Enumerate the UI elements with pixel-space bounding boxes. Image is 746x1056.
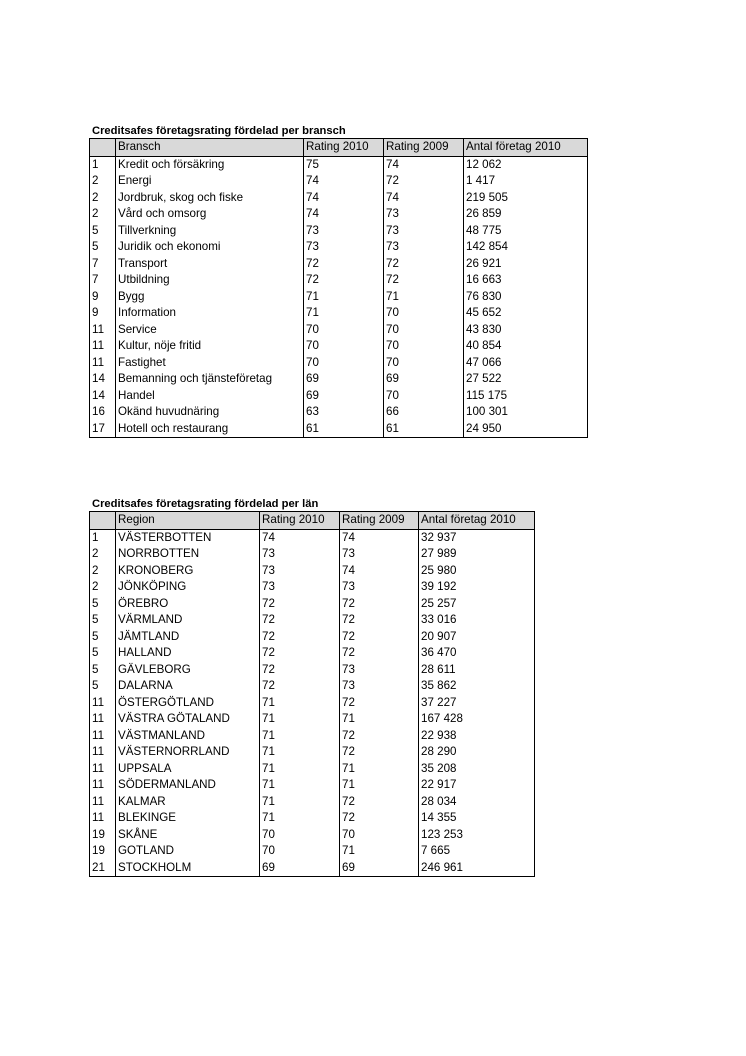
region-rating-table (89, 511, 535, 877)
company-count-cell: 100 301 (464, 404, 588, 421)
name-cell: ÖREBRO (116, 596, 260, 613)
name-cell: Okänd huvudnäring (116, 404, 304, 421)
table-row (90, 305, 588, 322)
rating-2009-cell: 73 (340, 662, 419, 679)
table-row (90, 272, 588, 289)
region-rating-section (89, 497, 535, 877)
rank-cell: 5 (90, 239, 116, 256)
rating-2009-cell: 72 (340, 728, 419, 745)
table-row (90, 190, 588, 207)
rating-2010-cell: 73 (260, 546, 340, 563)
rating-2010-cell: 69 (304, 388, 384, 405)
company-count-cell: 39 192 (419, 579, 535, 596)
rating-2009-cell: 70 (384, 305, 464, 322)
table-row (90, 388, 588, 405)
rating-2010-cell: 71 (304, 289, 384, 306)
company-count-cell: 35 862 (419, 678, 535, 695)
rating-2009-cell: 72 (340, 645, 419, 662)
name-cell: Utbildning (116, 272, 304, 289)
rating-2010-cell: 74 (304, 173, 384, 190)
table-row (90, 239, 588, 256)
rating-2009-header: Rating 2009 (340, 512, 419, 530)
name-cell: Juridik och ekonomi (116, 239, 304, 256)
table-row (90, 612, 535, 629)
name-cell: KRONOBERG (116, 563, 260, 580)
name-cell: Bemanning och tjänsteföretag (116, 371, 304, 388)
rating-2009-cell: 69 (384, 371, 464, 388)
name-cell: VÄSTRA GÖTALAND (116, 711, 260, 728)
name-cell: VÄRMLAND (116, 612, 260, 629)
rating-2009-cell: 72 (340, 794, 419, 811)
rating-2010-cell: 73 (260, 563, 340, 580)
table-row (90, 256, 588, 273)
company-count-cell: 16 663 (464, 272, 588, 289)
rating-2010-cell: 74 (304, 206, 384, 223)
region-table-caption: Creditsafes företagsrating fördelad per län (92, 498, 319, 510)
rank-cell: 1 (90, 156, 116, 173)
name-cell: Vård och omsorg (116, 206, 304, 223)
rating-2009-cell: 71 (384, 289, 464, 306)
rating-2010-cell: 73 (260, 579, 340, 596)
table-row (90, 695, 535, 712)
rank-cell: 11 (90, 728, 116, 745)
rank-header (90, 512, 116, 530)
table-row (90, 860, 535, 877)
rank-cell: 5 (90, 612, 116, 629)
name-cell: Kultur, nöje fritid (116, 338, 304, 355)
rank-cell: 2 (90, 190, 116, 207)
rating-2009-cell: 72 (384, 272, 464, 289)
rating-2010-cell: 74 (304, 190, 384, 207)
company-count-cell: 28 290 (419, 744, 535, 761)
rating-2009-cell: 72 (384, 173, 464, 190)
table-row (90, 761, 535, 778)
rank-cell: 11 (90, 695, 116, 712)
rating-2009-cell: 71 (340, 761, 419, 778)
name-cell: Energi (116, 173, 304, 190)
rating-2009-cell: 74 (340, 529, 419, 546)
rating-2009-cell: 72 (340, 810, 419, 827)
rating-2010-cell: 72 (260, 662, 340, 679)
rating-2010-cell: 61 (304, 421, 384, 438)
rating-2009-cell: 72 (340, 629, 419, 646)
rank-cell: 1 (90, 529, 116, 546)
rank-cell: 11 (90, 794, 116, 811)
rank-cell: 5 (90, 223, 116, 240)
company-count-cell: 48 775 (464, 223, 588, 240)
rank-cell: 16 (90, 404, 116, 421)
company-count-cell: 43 830 (464, 322, 588, 339)
company-count-cell: 14 355 (419, 810, 535, 827)
rating-2009-cell: 70 (384, 388, 464, 405)
rating-2009-cell: 73 (340, 678, 419, 695)
company-count-cell: 40 854 (464, 338, 588, 355)
table-row (90, 678, 535, 695)
name-cell: NORRBOTTEN (116, 546, 260, 563)
name-cell: Jordbruk, skog och fiske (116, 190, 304, 207)
rank-cell: 5 (90, 678, 116, 695)
company-count-header: Antal företag 2010 (464, 139, 588, 157)
name-cell: VÄSTMANLAND (116, 728, 260, 745)
rank-cell: 11 (90, 711, 116, 728)
table-row (90, 371, 588, 388)
rating-2009-cell: 70 (384, 338, 464, 355)
name-cell: GÄVLEBORG (116, 662, 260, 679)
rating-2009-cell: 70 (340, 827, 419, 844)
rating-2009-cell: 71 (340, 777, 419, 794)
rank-cell: 2 (90, 173, 116, 190)
rank-cell: 5 (90, 596, 116, 613)
rating-2010-cell: 71 (260, 695, 340, 712)
company-count-cell: 27 522 (464, 371, 588, 388)
rating-2009-cell: 74 (340, 563, 419, 580)
name-cell: Transport (116, 256, 304, 273)
company-count-header: Antal företag 2010 (419, 512, 535, 530)
rating-2010-cell: 72 (260, 629, 340, 646)
rank-cell: 19 (90, 827, 116, 844)
rating-2010-cell: 71 (304, 305, 384, 322)
table-row (90, 843, 535, 860)
rating-2009-cell: 73 (384, 206, 464, 223)
company-count-cell: 219 505 (464, 190, 588, 207)
name-cell: UPPSALA (116, 761, 260, 778)
rating-2010-cell: 63 (304, 404, 384, 421)
table-row (90, 596, 535, 613)
rank-cell: 14 (90, 371, 116, 388)
table-row (90, 810, 535, 827)
company-count-cell: 115 175 (464, 388, 588, 405)
company-count-cell: 25 257 (419, 596, 535, 613)
industry-header: Bransch (116, 139, 304, 157)
rating-2009-cell: 72 (340, 612, 419, 629)
name-cell: Bygg (116, 289, 304, 306)
rank-cell: 7 (90, 272, 116, 289)
rating-2010-cell: 70 (304, 338, 384, 355)
rating-2010-cell: 70 (304, 355, 384, 372)
rating-2009-cell: 61 (384, 421, 464, 438)
rating-2010-cell: 71 (260, 794, 340, 811)
company-count-cell: 1 417 (464, 173, 588, 190)
name-cell: Hotell och restaurang (116, 421, 304, 438)
company-count-cell: 32 937 (419, 529, 535, 546)
table-row (90, 728, 535, 745)
name-cell: DALARNA (116, 678, 260, 695)
table-row (90, 777, 535, 794)
name-cell: Fastighet (116, 355, 304, 372)
rating-2009-cell: 71 (340, 843, 419, 860)
name-cell: Kredit och försäkring (116, 156, 304, 173)
table-row (90, 289, 588, 306)
table-row (90, 662, 535, 679)
rating-2010-cell: 69 (304, 371, 384, 388)
rating-2009-cell: 74 (384, 156, 464, 173)
company-count-cell: 142 854 (464, 239, 588, 256)
rating-2009-cell: 72 (340, 596, 419, 613)
rank-cell: 7 (90, 256, 116, 273)
rating-2010-cell: 70 (260, 827, 340, 844)
rating-2009-cell: 73 (340, 579, 419, 596)
table-row (90, 223, 588, 240)
name-cell: VÄSTERNORRLAND (116, 744, 260, 761)
table-row (90, 529, 535, 546)
rating-2010-cell: 73 (304, 239, 384, 256)
rank-cell: 14 (90, 388, 116, 405)
table-row (90, 355, 588, 372)
rank-cell: 21 (90, 860, 116, 877)
rank-cell: 11 (90, 744, 116, 761)
rating-2009-cell: 70 (384, 322, 464, 339)
company-count-cell: 246 961 (419, 860, 535, 877)
company-count-cell: 26 921 (464, 256, 588, 273)
table-row (90, 322, 588, 339)
rank-cell: 5 (90, 645, 116, 662)
name-cell: HALLAND (116, 645, 260, 662)
rating-2010-cell: 70 (260, 843, 340, 860)
rank-cell: 2 (90, 579, 116, 596)
table-row (90, 629, 535, 646)
name-cell: KALMAR (116, 794, 260, 811)
name-cell: SÖDERMANLAND (116, 777, 260, 794)
table-header-row (90, 512, 535, 530)
table-row (90, 546, 535, 563)
rating-2009-cell: 74 (384, 190, 464, 207)
rating-2010-cell: 72 (260, 596, 340, 613)
name-cell: GOTLAND (116, 843, 260, 860)
table-row (90, 206, 588, 223)
table-row (90, 156, 588, 173)
company-count-cell: 20 907 (419, 629, 535, 646)
rating-2010-header: Rating 2010 (260, 512, 340, 530)
company-count-cell: 7 665 (419, 843, 535, 860)
company-count-cell: 22 917 (419, 777, 535, 794)
rating-2010-cell: 71 (260, 744, 340, 761)
company-count-cell: 27 989 (419, 546, 535, 563)
company-count-cell: 12 062 (464, 156, 588, 173)
rank-cell: 2 (90, 546, 116, 563)
table-row (90, 711, 535, 728)
table-row (90, 173, 588, 190)
table-row (90, 827, 535, 844)
company-count-cell: 33 016 (419, 612, 535, 629)
rank-cell: 11 (90, 777, 116, 794)
rating-2009-cell: 73 (384, 223, 464, 240)
company-count-cell: 22 938 (419, 728, 535, 745)
rating-2009-cell: 72 (384, 256, 464, 273)
name-cell: STOCKHOLM (116, 860, 260, 877)
company-count-cell: 28 611 (419, 662, 535, 679)
name-cell: Information (116, 305, 304, 322)
rank-cell: 5 (90, 629, 116, 646)
rank-cell: 11 (90, 761, 116, 778)
name-cell: Handel (116, 388, 304, 405)
rank-cell: 9 (90, 305, 116, 322)
rating-2010-cell: 73 (304, 223, 384, 240)
rank-cell: 2 (90, 563, 116, 580)
company-count-cell: 123 253 (419, 827, 535, 844)
rank-cell: 9 (90, 289, 116, 306)
company-count-cell: 28 034 (419, 794, 535, 811)
rating-2009-cell: 70 (384, 355, 464, 372)
company-count-cell: 45 652 (464, 305, 588, 322)
table-row (90, 645, 535, 662)
rating-2010-cell: 72 (260, 612, 340, 629)
rating-2010-cell: 75 (304, 156, 384, 173)
rating-2009-cell: 66 (384, 404, 464, 421)
table-row (90, 421, 588, 438)
rating-2009-cell: 73 (384, 239, 464, 256)
rating-2010-cell: 70 (304, 322, 384, 339)
industry-rating-table (89, 138, 588, 438)
rank-cell: 17 (90, 421, 116, 438)
industry-table-body (90, 156, 588, 438)
name-cell: ÖSTERGÖTLAND (116, 695, 260, 712)
company-count-cell: 24 950 (464, 421, 588, 438)
region-table-body (90, 529, 535, 877)
rating-2010-header: Rating 2010 (304, 139, 384, 157)
rank-cell: 11 (90, 322, 116, 339)
rating-2010-cell: 72 (260, 645, 340, 662)
industry-table-caption: Creditsafes företagsrating fördelad per bransch (92, 125, 346, 137)
rating-2009-cell: 72 (340, 695, 419, 712)
name-cell: VÄSTERBOTTEN (116, 529, 260, 546)
industry-rating-section (89, 124, 588, 438)
name-cell: JÖNKÖPING (116, 579, 260, 596)
company-count-cell: 76 830 (464, 289, 588, 306)
table-header-row (90, 139, 588, 157)
rank-cell: 11 (90, 810, 116, 827)
table-row (90, 744, 535, 761)
rating-2010-cell: 69 (260, 860, 340, 877)
company-count-cell: 47 066 (464, 355, 588, 372)
rating-2009-cell: 69 (340, 860, 419, 877)
rating-2010-cell: 72 (260, 678, 340, 695)
name-cell: SKÅNE (116, 827, 260, 844)
name-cell: JÄMTLAND (116, 629, 260, 646)
table-row (90, 404, 588, 421)
company-count-cell: 36 470 (419, 645, 535, 662)
rating-2010-cell: 71 (260, 810, 340, 827)
company-count-cell: 26 859 (464, 206, 588, 223)
rating-2010-cell: 74 (260, 529, 340, 546)
rank-cell: 11 (90, 355, 116, 372)
region-header: Region (116, 512, 260, 530)
rating-2010-cell: 71 (260, 777, 340, 794)
rating-2009-cell: 73 (340, 546, 419, 563)
company-count-cell: 167 428 (419, 711, 535, 728)
rank-cell: 11 (90, 338, 116, 355)
table-row (90, 579, 535, 596)
rank-cell: 19 (90, 843, 116, 860)
rating-2009-cell: 72 (340, 744, 419, 761)
table-row (90, 338, 588, 355)
company-count-cell: 37 227 (419, 695, 535, 712)
rank-cell: 2 (90, 206, 116, 223)
name-cell: Service (116, 322, 304, 339)
table-row (90, 563, 535, 580)
rating-2010-cell: 72 (304, 272, 384, 289)
company-count-cell: 35 208 (419, 761, 535, 778)
rank-cell: 5 (90, 662, 116, 679)
rating-2009-cell: 71 (340, 711, 419, 728)
table-row (90, 794, 535, 811)
rating-2010-cell: 71 (260, 761, 340, 778)
rating-2010-cell: 72 (304, 256, 384, 273)
rating-2010-cell: 71 (260, 711, 340, 728)
rank-header (90, 139, 116, 157)
name-cell: BLEKINGE (116, 810, 260, 827)
rating-2010-cell: 71 (260, 728, 340, 745)
name-cell: Tillverkning (116, 223, 304, 240)
rating-2009-header: Rating 2009 (384, 139, 464, 157)
company-count-cell: 25 980 (419, 563, 535, 580)
